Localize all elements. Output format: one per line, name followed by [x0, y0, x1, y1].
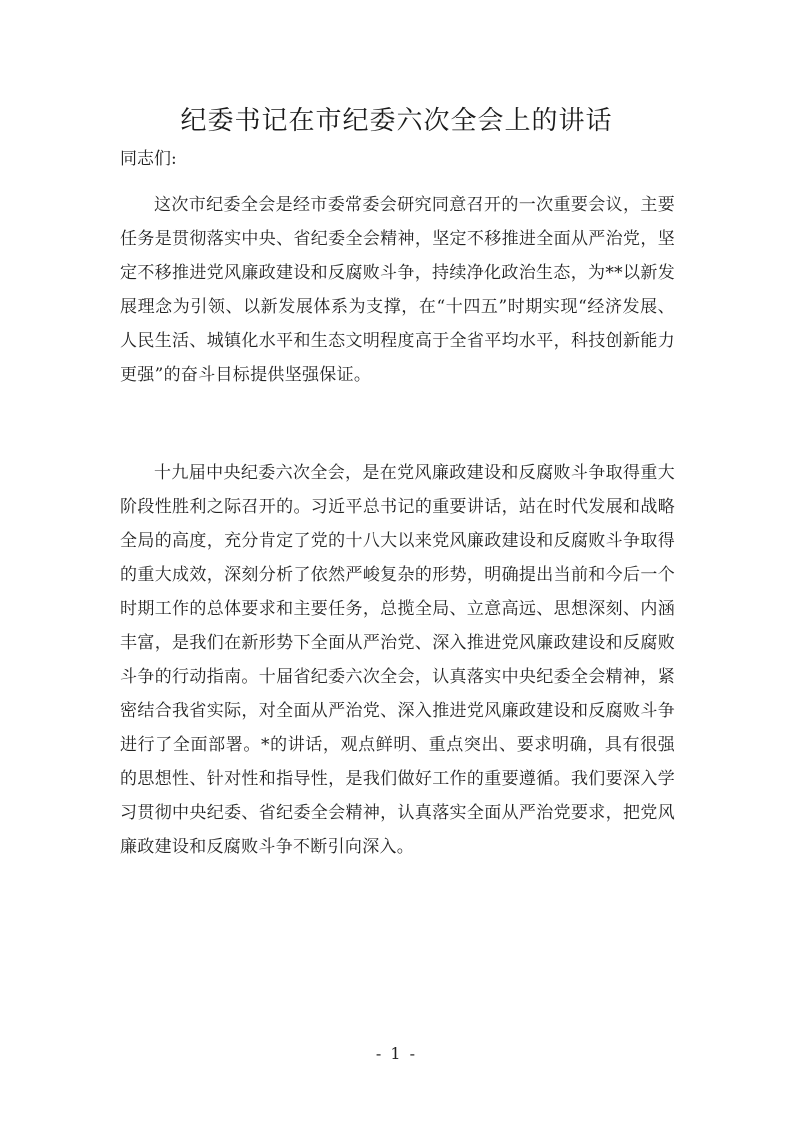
page-number: - 1 - — [375, 1044, 418, 1063]
paragraph-1: 这次市纪委全会是经市委常委会研究同意召开的一次重要会议，主要任务是贯彻落实中央、省纪委全会精神，坚定不移推进全面从严治党，坚定不移推进党风廉政建设和反腐败斗争，持续净化政治生态，为**以新发展理念为引领、以新发展体系为支撑，在“十四五”时期实现“经济发展、人民生活、城镇化水平和生态文明程度高于全省平均水平，科技创新能力更强”的奋斗目标提供坚强保证。 — [120, 195, 675, 385]
salutation: 同志们: — [120, 149, 177, 169]
paragraph-2: 十九届中央纪委六次全会，是在党风廉政建设和反腐败斗争取得重大阶段性胜利之际召开的。习近平总书记的重要讲话，站在时代发展和战略全局的高度，充分肯定了党的十八大以来党风廉政建设和反腐败斗争取得的重大成效，深刻分析了依然严峻复杂的形势，明确提出当前和今后一个时期工作的总体要求和主要任务，总揽全局、立意高远、思想深刻、内涵丰富，是我们在新形势下全面从严治党、深入推进党风廉政建设和反腐败斗争的行动指南。十届省纪委六次全会，认真落实中央纪委全会精神，紧密结合我省实际，对全面从严治党、深入推进党风廉政建设和反腐败斗争进行了全面部署。*的讲话，观点鲜明、重点突出、要求明确，具有很强的思想性、针对性和指导性，是我们做好工作的重要遵循。我们要深入学习贯彻中央纪委、省纪委全会精神，认真落实全面从严治党要求，把党风廉政建设和反腐败斗争不断引向深入。 — [120, 463, 675, 857]
document-title: 纪委书记在市纪委六次全会上的讲话 — [180, 106, 613, 136]
